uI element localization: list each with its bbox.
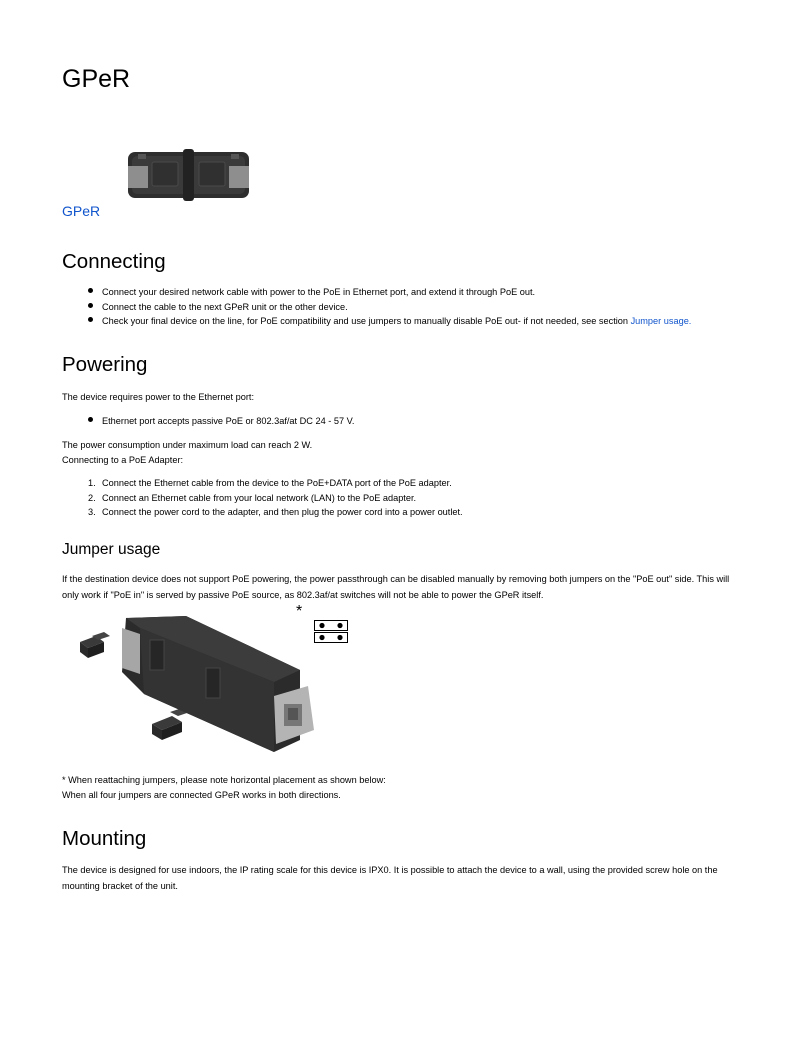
- jumper-placement-diagram: [314, 620, 348, 644]
- list-item: 1. Connect the Ethernet cable from the device to the PoE+DATA port of the PoE adapter.: [88, 478, 452, 488]
- product-image-caption-link[interactable]: GPeR: [62, 203, 101, 219]
- list-item: Check your final device on the line, for PoE compatibility and use jumpers to manually disable PoE out- if not needed, see section Jumper usage.: [62, 314, 752, 329]
- mounting-heading: Mounting: [62, 827, 147, 850]
- list-item: 3. Connect the power cord to the adapter, and then plug the power cord into a power outlet.: [88, 507, 463, 517]
- list-item: Connect your desired network cable with power to the PoE in Ethernet port, and extend it through PoE out.: [62, 285, 752, 300]
- page-title: GPeR: [62, 65, 131, 93]
- list-item: Connect the cable to the next GPeR unit or the other device.: [62, 300, 752, 315]
- powering-heading: Powering: [62, 353, 148, 376]
- gper-product-image: [126, 148, 251, 202]
- jumper-note-2: When all four jumpers are connected GPeR works in both directions.: [62, 790, 341, 800]
- connecting-list: [62, 285, 752, 329]
- powering-list: [62, 414, 752, 429]
- connecting-heading: Connecting: [62, 250, 166, 273]
- jumper-usage-heading: Jumper usage: [62, 541, 161, 558]
- jumper-usage-text: If the destination device does not support PoE powering, the power passthrough can be disabled manually by removing both jumpers on the "PoE out" side. This will only work if "PoE in" is served by passive PoE source, as 802.3af/at switches will not be able to power the GPeR itself.: [62, 574, 730, 600]
- gper-jumper-diagram: [78, 612, 318, 757]
- jumper-note-1: * When reattaching jumpers, please note horizontal placement as shown below:: [62, 775, 386, 785]
- power-consumption-text: The power consumption under maximum load can reach 2 W.: [62, 440, 313, 450]
- list-item: 2. Connect an Ethernet cable from your local network (LAN) to the PoE adapter.: [88, 492, 417, 503]
- jumper-usage-link[interactable]: Jumper usage.: [630, 316, 692, 326]
- asterisk-marker: *: [296, 603, 303, 620]
- mounting-text: The device is designed for use indoors, the IP rating scale for this device is IPX0. It is possible to attach the device to a wall, using the provided screw hole on the mounting bracket of the unit.: [62, 865, 718, 891]
- list-item: Ethernet port accepts passive PoE or 802.3af/at DC 24 - 57 V.: [62, 414, 752, 429]
- poe-adapter-intro: Connecting to a PoE Adapter:: [62, 455, 184, 465]
- powering-intro: The device requires power to the Ethernet port:: [62, 392, 255, 402]
- poe-adapter-steps: [62, 476, 752, 520]
